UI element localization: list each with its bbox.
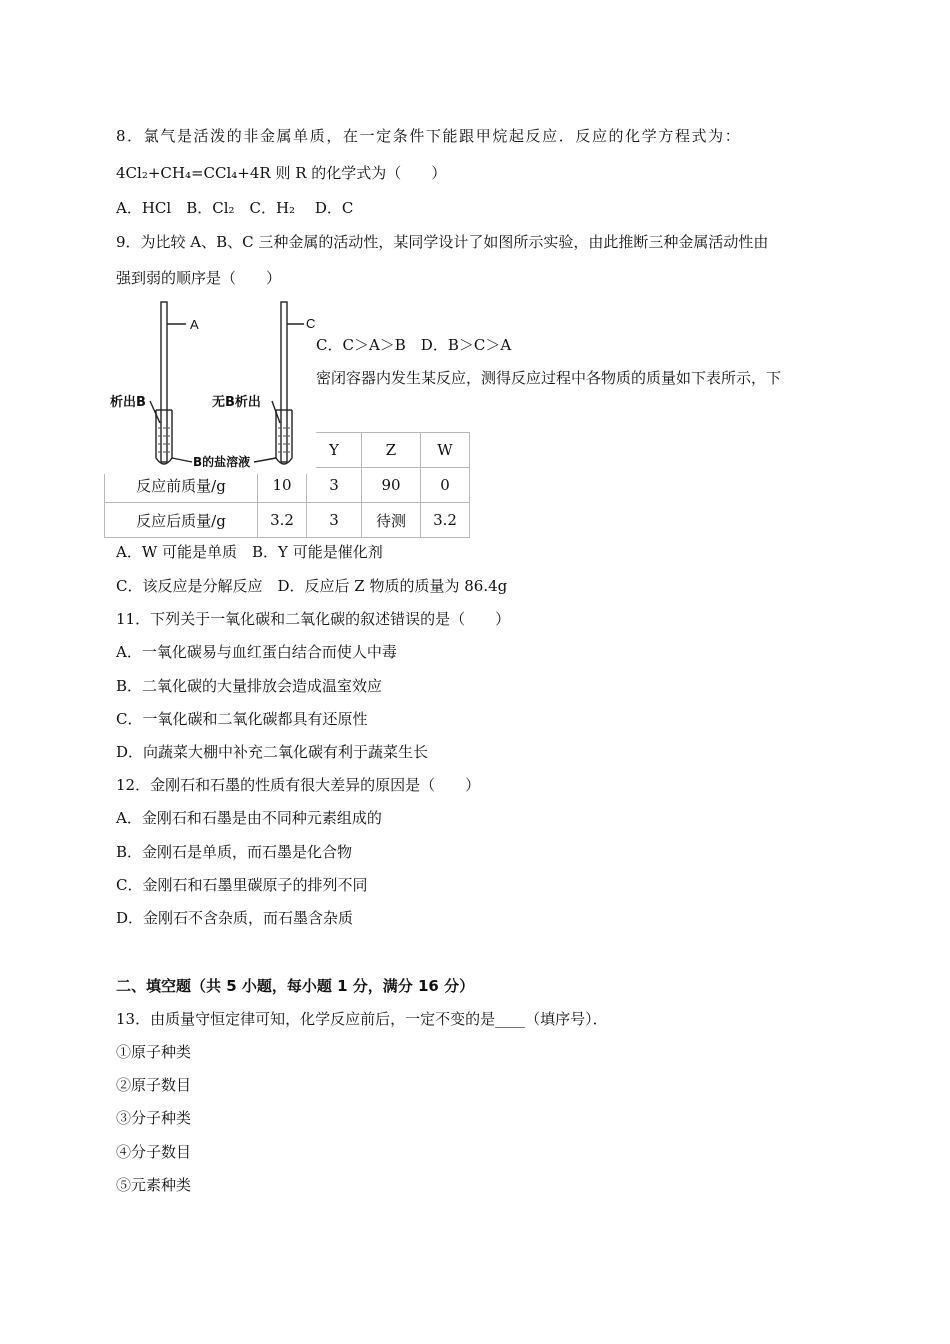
q12-option-c: C．金刚石和石墨里碳原子的排列不同 <box>116 876 368 894</box>
q11-option-c: C．一氧化碳和二氧化碳都具有还原性 <box>116 710 368 728</box>
table-cell: 10 <box>258 468 307 503</box>
table-cell: 3.2 <box>258 503 307 538</box>
table-cell: W <box>421 433 470 468</box>
test-tube-diagram <box>104 298 316 474</box>
section-heading: 二、填空题（共 5 小题，每小题 1 分，满分 16 分） <box>116 977 475 995</box>
q11-stem: 11．下列关于一氧化碳和二氧化碳的叙述错误的是（ ） <box>116 610 511 628</box>
q11-option-b: B．二氧化碳的大量排放会造成温室效应 <box>116 677 383 695</box>
q8-options: A．HCl B．Cl₂ C．H₂ D．C <box>116 199 354 217</box>
q13-item-5: ⑤元素种类 <box>116 1176 192 1194</box>
caption-no-precipitate: 无B析出 <box>212 395 261 410</box>
q8-stem-line2: 4Cl₂+CH₄=CCl₄+4R 则 R 的化学式为（ ） <box>116 164 447 182</box>
label-a: A <box>190 317 199 332</box>
q9-stem-line1: 9．为比较 A、B、C 三种金属的活动性，某同学设计了如图所示实验，由此推断三种金属活动性由 <box>116 233 769 251</box>
q11-option-a: A．一氧化碳易与血红蛋白结合而使人中毒 <box>116 643 397 661</box>
caption-solution: B的盐溶液 <box>193 455 251 469</box>
q9-options-cd: C．C＞A＞B D．B＞C＞A <box>316 336 512 354</box>
q13-item-3: ③分子种类 <box>116 1109 192 1127</box>
metal-strip-c <box>281 302 287 462</box>
q12-option-d: D．金刚石不含杂质，而石墨含杂质 <box>116 909 354 927</box>
q12-option-b: B．金刚石是单质，而石墨是化合物 <box>116 843 353 861</box>
table-cell: Z <box>362 433 421 468</box>
table-cell: 3.2 <box>421 503 470 538</box>
q13-stem: 13．由质量守恒定律可知，化学反应前后，一定不变的是____（填序号）． <box>116 1010 608 1028</box>
q13-item-2: ②原子数目 <box>116 1076 192 1094</box>
q11-option-d: D．向蔬菜大棚中补充二氧化碳有利于蔬菜生长 <box>116 743 429 761</box>
caption-precipitate: 析出B <box>110 395 146 410</box>
label-c: C <box>306 316 316 331</box>
q10-stem-partial: 密闭容器内发生某反应，测得反应过程中各物质的质量如下表所示，下 <box>316 369 782 387</box>
table-cell: 90 <box>362 468 421 503</box>
q9-test-tube-figure <box>104 298 316 474</box>
metal-strip-a <box>161 302 167 462</box>
table-cell: 0 <box>421 468 470 503</box>
table-cell: 反应前质量/g <box>105 468 258 503</box>
q13-item-4: ④分子数目 <box>116 1143 192 1161</box>
q9-stem-line2: 强到弱的顺序是（ ） <box>116 269 282 287</box>
table-row <box>105 503 470 538</box>
table-cell: 反应后质量/g <box>105 503 258 538</box>
table-cell: 3 <box>307 503 362 538</box>
q13-item-1: ①原子种类 <box>116 1043 192 1061</box>
q12-option-a: A．金刚石和石墨是由不同种元素组成的 <box>116 809 382 827</box>
table-cell: 3 <box>307 468 362 503</box>
q10-option-ab: A．W 可能是单质 B．Y 可能是催化剂 <box>116 543 383 561</box>
table-cell: Y <box>307 433 362 468</box>
q8-stem-line1: 8．氯气是活泼的非金属单质，在一定条件下能跟甲烷起反应．反应的化学方程式为： <box>116 127 742 145</box>
q10-option-cd: C．该反应是分解反应 D．反应后 Z 物质的质量为 86.4g <box>116 577 508 595</box>
table-cell: 待测 <box>362 503 421 538</box>
q12-stem: 12．金刚石和石墨的性质有很大差异的原因是（ ） <box>116 776 481 794</box>
